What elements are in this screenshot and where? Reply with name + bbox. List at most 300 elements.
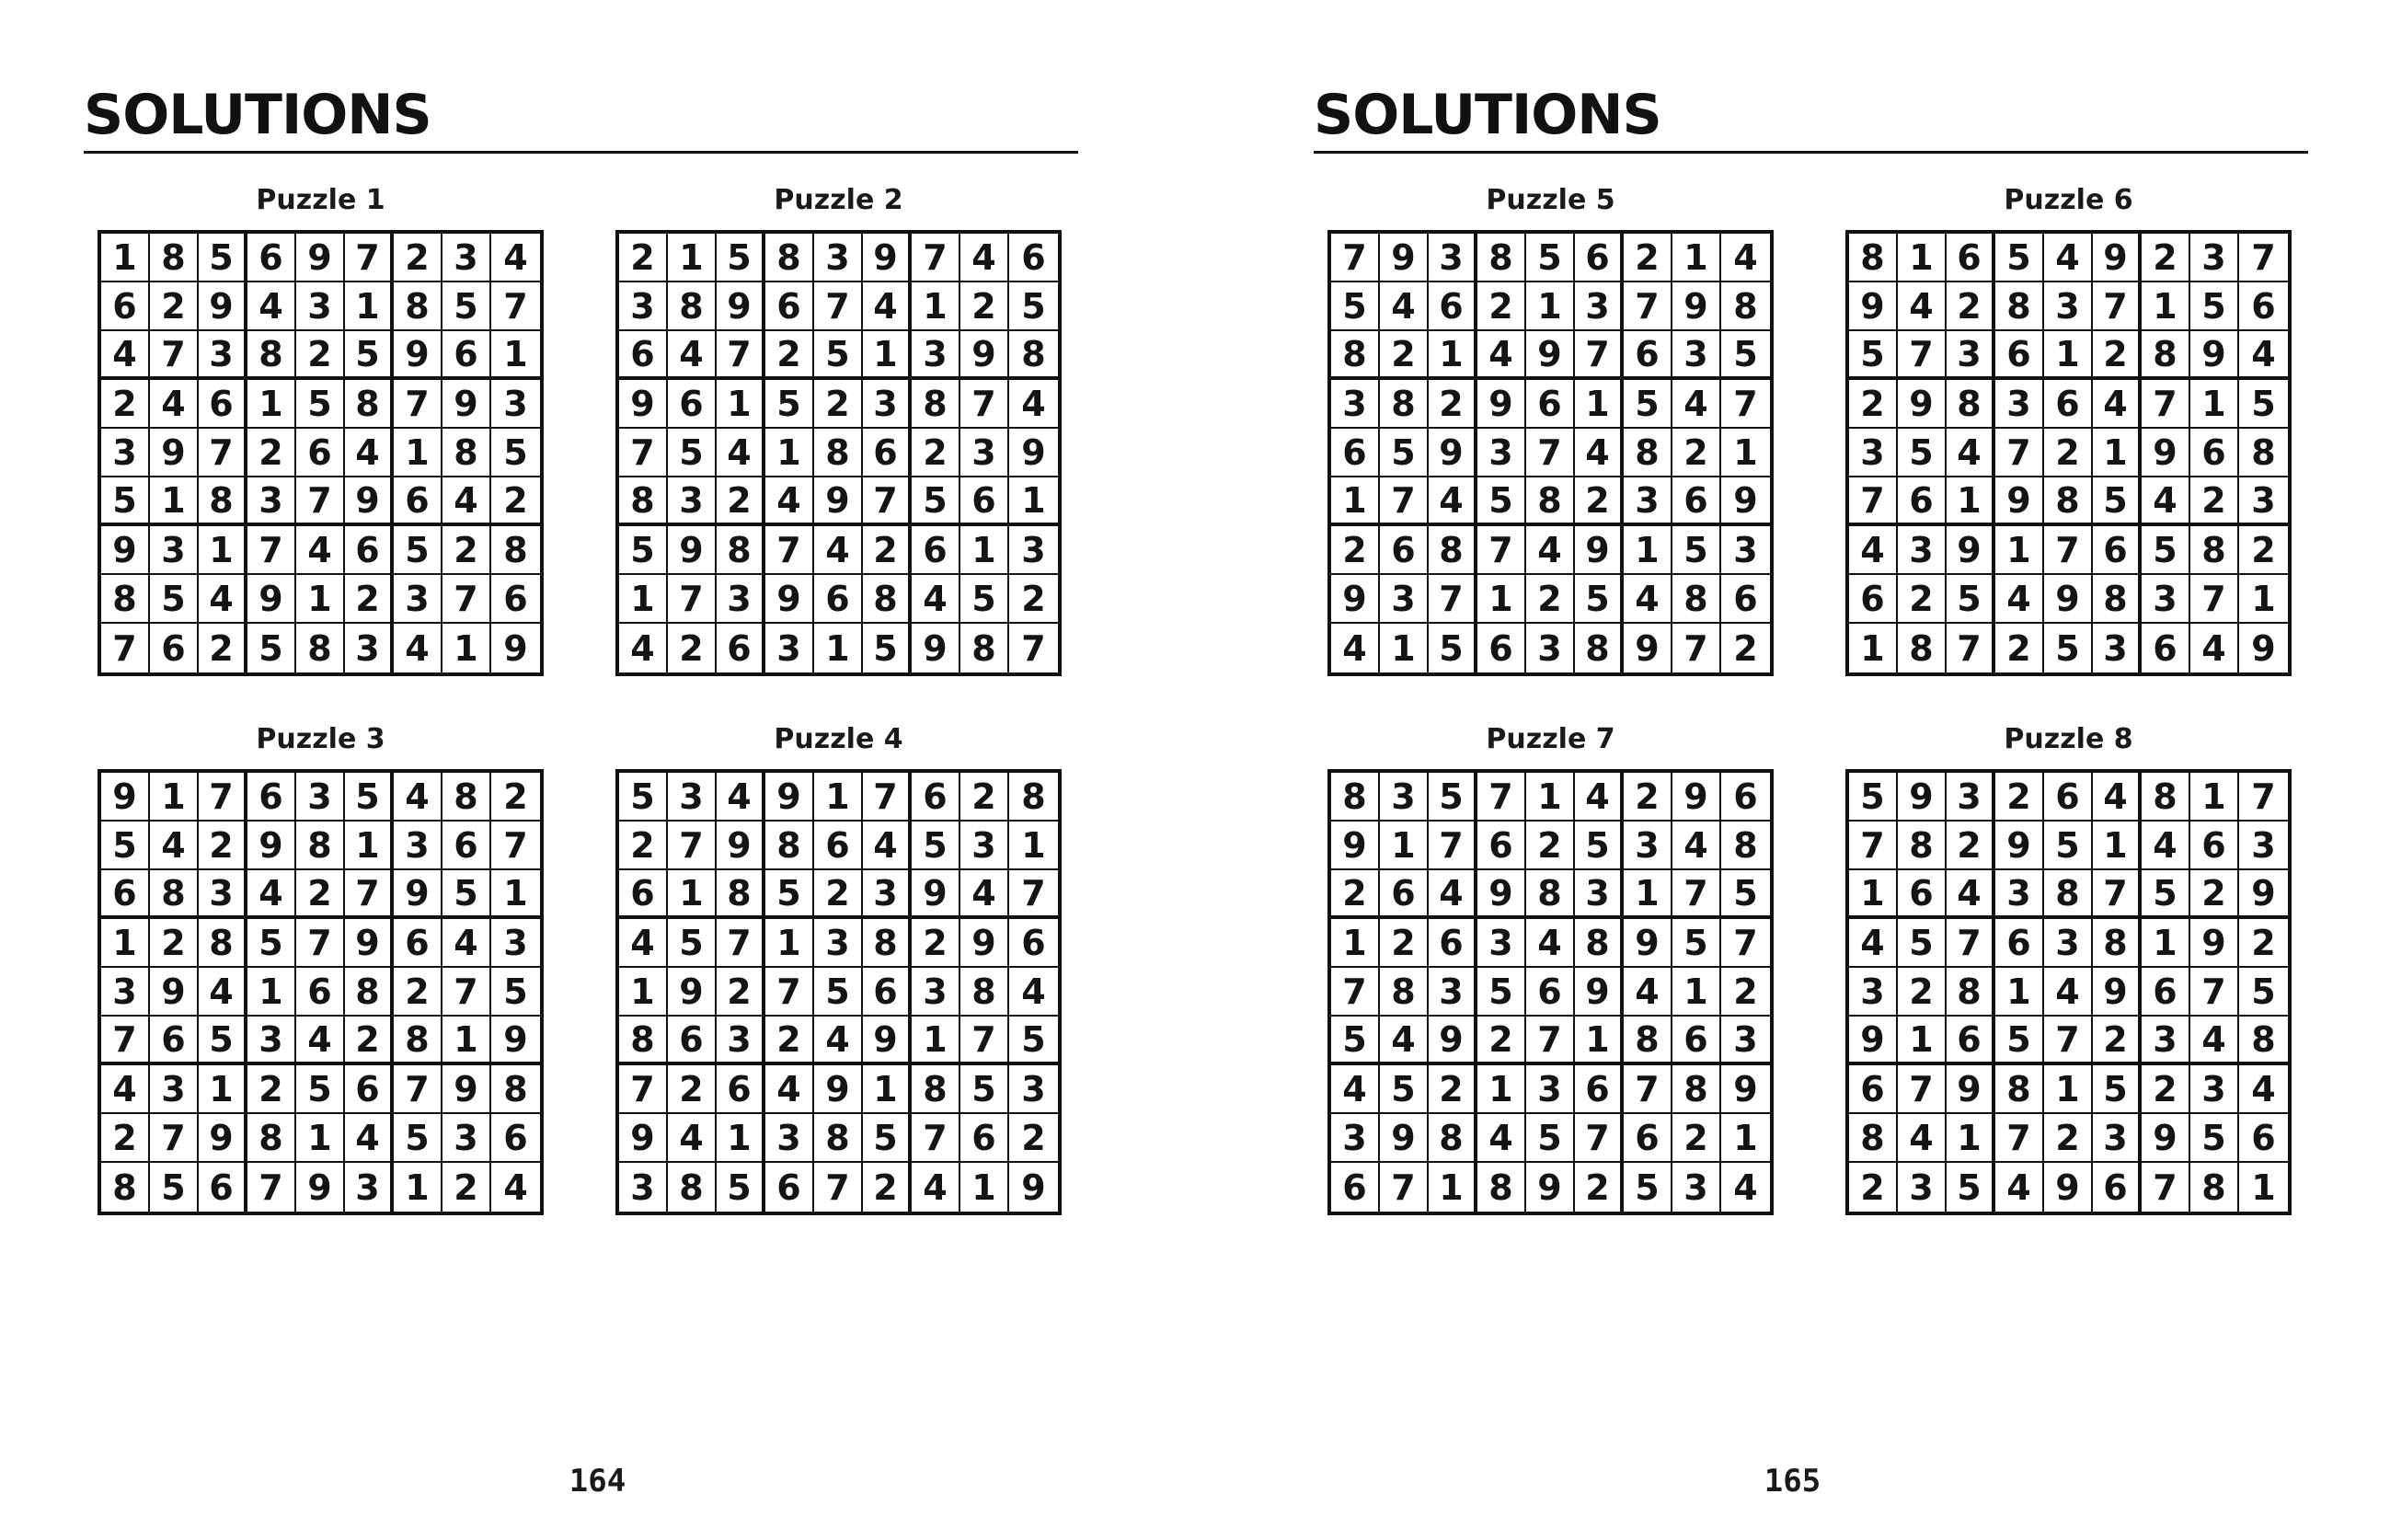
grid-cell: 8 xyxy=(1429,1114,1477,1163)
puzzle-label: Puzzle 7 xyxy=(1486,723,1615,755)
sudoku-grid xyxy=(1327,230,1774,676)
grid-cell: 6 xyxy=(765,282,814,331)
grid-cell: 7 xyxy=(1672,870,1721,919)
grid-cell: 6 xyxy=(150,1017,199,1065)
grid-cell: 6 xyxy=(863,968,912,1017)
grid-cell: 6 xyxy=(394,919,442,968)
grid-cell: 3 xyxy=(1429,968,1477,1017)
grid-cell: 7 xyxy=(247,526,296,575)
grid-cell: 8 xyxy=(1380,380,1429,429)
grid-cell: 1 xyxy=(1526,282,1575,331)
grid-cell: 7 xyxy=(717,331,765,380)
grid-cell: 4 xyxy=(247,870,296,919)
grid-cell: 1 xyxy=(1526,773,1575,822)
grid-cell: 6 xyxy=(912,773,960,822)
grid-cell: 2 xyxy=(345,1017,394,1065)
grid-cell: 2 xyxy=(668,624,717,672)
grid-cell: 4 xyxy=(1849,919,1898,968)
grid-cell: 9 xyxy=(442,1065,491,1114)
grid-cell: 3 xyxy=(296,282,345,331)
grid-cell: 7 xyxy=(1849,822,1898,870)
grid-cell: 1 xyxy=(296,575,345,624)
grid-cell: 2 xyxy=(960,773,1009,822)
grid-cell: 9 xyxy=(1995,477,2044,526)
grid-cell: 4 xyxy=(1009,968,1058,1017)
grid-cell: 8 xyxy=(296,624,345,672)
grid-cell: 9 xyxy=(1995,822,2044,870)
grid-cell: 5 xyxy=(912,477,960,526)
grid-cell: 4 xyxy=(1009,380,1058,429)
grid-cell: 3 xyxy=(1331,380,1380,429)
grid-cell: 2 xyxy=(491,477,540,526)
grid-cell: 8 xyxy=(199,477,247,526)
grid-cell: 4 xyxy=(1331,624,1380,672)
grid-cell: 1 xyxy=(1009,477,1058,526)
grid-cell: 6 xyxy=(1898,870,1947,919)
grid-cell: 4 xyxy=(1721,234,1770,282)
grid-cell: 5 xyxy=(1947,1163,1995,1212)
grid-cell: 6 xyxy=(1380,526,1429,575)
grid-cell: 2 xyxy=(101,380,150,429)
grid-cell: 8 xyxy=(1477,234,1526,282)
grid-cell: 4 xyxy=(1947,870,1995,919)
grid-cell: 4 xyxy=(1575,773,1624,822)
grid-cell: 2 xyxy=(394,234,442,282)
grid-cell: 2 xyxy=(247,429,296,477)
grid-cell: 6 xyxy=(1009,234,1058,282)
grid-cell: 6 xyxy=(101,870,150,919)
grid-cell: 7 xyxy=(1331,234,1380,282)
grid-cell: 9 xyxy=(101,526,150,575)
grid-cell: 1 xyxy=(2044,1065,2093,1114)
grid-cell: 5 xyxy=(296,1065,345,1114)
grid-cell: 5 xyxy=(1380,1065,1429,1114)
grid-cell: 2 xyxy=(1380,919,1429,968)
grid-cell: 9 xyxy=(912,870,960,919)
grid-cell: 8 xyxy=(863,575,912,624)
grid-cell: 7 xyxy=(2239,234,2288,282)
grid-cell: 8 xyxy=(2093,575,2142,624)
grid-cell: 3 xyxy=(199,870,247,919)
grid-cell: 5 xyxy=(345,331,394,380)
puzzle-solution xyxy=(1327,184,1774,676)
grid-cell: 3 xyxy=(1898,1163,1947,1212)
grid-cell: 7 xyxy=(863,773,912,822)
grid-cell: 7 xyxy=(1624,1065,1672,1114)
grid-cell: 5 xyxy=(394,1114,442,1163)
grid-cell: 5 xyxy=(2239,380,2288,429)
grid-cell: 5 xyxy=(101,477,150,526)
grid-cell: 5 xyxy=(1477,968,1526,1017)
grid-cell: 9 xyxy=(345,919,394,968)
grid-cell: 5 xyxy=(1721,331,1770,380)
grid-cell: 8 xyxy=(1575,919,1624,968)
grid-cell: 2 xyxy=(1477,1017,1526,1065)
grid-cell: 9 xyxy=(2142,1114,2190,1163)
grid-cell: 8 xyxy=(2239,429,2288,477)
grid-cell: 2 xyxy=(1995,773,2044,822)
grid-cell: 5 xyxy=(668,919,717,968)
grid-cell: 3 xyxy=(491,919,540,968)
grid-cell: 2 xyxy=(1672,429,1721,477)
grid-cell: 8 xyxy=(1526,477,1575,526)
grid-cell: 8 xyxy=(394,282,442,331)
grid-cell: 9 xyxy=(863,234,912,282)
grid-cell: 1 xyxy=(668,870,717,919)
grid-cell: 1 xyxy=(1477,1065,1526,1114)
grid-cell: 2 xyxy=(247,1065,296,1114)
grid-cell: 8 xyxy=(1380,968,1429,1017)
grid-cell: 8 xyxy=(101,1163,150,1212)
grid-cell: 5 xyxy=(1995,234,2044,282)
grid-cell: 2 xyxy=(1477,282,1526,331)
grid-cell: 2 xyxy=(1721,968,1770,1017)
grid-cell: 4 xyxy=(1477,331,1526,380)
grid-cell: 3 xyxy=(1575,282,1624,331)
grid-cell: 4 xyxy=(296,1017,345,1065)
grid-cell: 8 xyxy=(1898,822,1947,870)
grid-cell: 1 xyxy=(394,429,442,477)
grid-cell: 1 xyxy=(619,575,668,624)
grid-cell: 7 xyxy=(1898,1065,1947,1114)
grid-cell: 8 xyxy=(491,526,540,575)
grid-cell: 5 xyxy=(1721,870,1770,919)
grid-cell: 1 xyxy=(247,968,296,1017)
grid-cell: 2 xyxy=(150,919,199,968)
grid-cell: 8 xyxy=(247,1114,296,1163)
grid-cell: 3 xyxy=(2044,282,2093,331)
grid-cell: 1 xyxy=(1672,234,1721,282)
grid-cell: 7 xyxy=(814,282,863,331)
grid-cell: 7 xyxy=(960,1017,1009,1065)
grid-cell: 9 xyxy=(960,331,1009,380)
sudoku-grid xyxy=(1845,769,2292,1215)
grid-cell: 4 xyxy=(247,282,296,331)
grid-cell: 3 xyxy=(199,331,247,380)
grid-cell: 3 xyxy=(1575,870,1624,919)
grid-cell: 8 xyxy=(765,234,814,282)
grid-cell: 3 xyxy=(912,968,960,1017)
grid-cell: 8 xyxy=(2142,773,2190,822)
grid-cell: 6 xyxy=(1477,624,1526,672)
grid-cell: 6 xyxy=(199,1163,247,1212)
grid-cell: 8 xyxy=(1995,282,2044,331)
grid-cell: 1 xyxy=(1721,1114,1770,1163)
grid-cell: 6 xyxy=(2044,380,2093,429)
grid-cell: 7 xyxy=(442,575,491,624)
grid-cell: 8 xyxy=(101,575,150,624)
grid-cell: 1 xyxy=(912,1017,960,1065)
grid-cell: 9 xyxy=(394,331,442,380)
grid-cell: 5 xyxy=(442,282,491,331)
grid-cell: 7 xyxy=(1947,624,1995,672)
grid-cell: 3 xyxy=(2239,822,2288,870)
grid-cell: 4 xyxy=(1672,822,1721,870)
grid-cell: 6 xyxy=(199,380,247,429)
grid-cell: 7 xyxy=(1477,526,1526,575)
grid-cell: 9 xyxy=(863,1017,912,1065)
grid-cell: 3 xyxy=(765,1114,814,1163)
grid-cell: 3 xyxy=(345,624,394,672)
grid-cell: 3 xyxy=(2044,919,2093,968)
grid-cell: 5 xyxy=(619,526,668,575)
grid-cell: 5 xyxy=(491,968,540,1017)
grid-cell: 3 xyxy=(863,380,912,429)
grid-cell: 1 xyxy=(150,477,199,526)
grid-cell: 7 xyxy=(1995,429,2044,477)
grid-cell: 1 xyxy=(960,526,1009,575)
grid-cell: 5 xyxy=(1995,1017,2044,1065)
grid-cell: 8 xyxy=(912,1065,960,1114)
grid-cell: 6 xyxy=(668,1017,717,1065)
grid-cell: 9 xyxy=(296,234,345,282)
grid-cell: 7 xyxy=(247,1163,296,1212)
grid-cell: 2 xyxy=(1331,526,1380,575)
grid-cell: 3 xyxy=(1526,1065,1575,1114)
grid-cell: 9 xyxy=(1849,282,1898,331)
page-number: 164 xyxy=(569,1463,626,1500)
grid-cell: 7 xyxy=(101,624,150,672)
grid-cell: 4 xyxy=(2239,1065,2288,1114)
grid-cell: 5 xyxy=(101,822,150,870)
grid-cell: 7 xyxy=(912,1114,960,1163)
grid-cell: 1 xyxy=(814,773,863,822)
grid-cell: 7 xyxy=(863,477,912,526)
grid-cell: 4 xyxy=(1624,575,1672,624)
sudoku-grid xyxy=(1845,230,2292,676)
grid-cell: 5 xyxy=(2093,1065,2142,1114)
grid-cell: 5 xyxy=(668,429,717,477)
grid-cell: 9 xyxy=(1009,429,1058,477)
grid-cell: 9 xyxy=(1380,234,1429,282)
grid-cell: 6 xyxy=(150,624,199,672)
grid-cell: 6 xyxy=(2190,429,2239,477)
grid-cell: 6 xyxy=(2239,1114,2288,1163)
grid-cell: 3 xyxy=(247,1017,296,1065)
grid-cell: 8 xyxy=(1672,575,1721,624)
grid-cell: 5 xyxy=(960,575,1009,624)
grid-cell: 7 xyxy=(1526,1017,1575,1065)
grid-cell: 2 xyxy=(296,870,345,919)
grid-cell: 1 xyxy=(1624,526,1672,575)
grid-cell: 2 xyxy=(1009,1114,1058,1163)
grid-cell: 6 xyxy=(247,773,296,822)
grid-cell: 6 xyxy=(1721,773,1770,822)
grid-cell: 3 xyxy=(2190,234,2239,282)
grid-cell: 4 xyxy=(717,429,765,477)
grid-cell: 2 xyxy=(199,822,247,870)
grid-cell: 4 xyxy=(296,526,345,575)
puzzle-solution xyxy=(1845,723,2292,1215)
grid-cell: 9 xyxy=(1624,624,1672,672)
grid-cell: 4 xyxy=(2142,822,2190,870)
grid-cell: 7 xyxy=(394,1065,442,1114)
grid-cell: 9 xyxy=(2190,919,2239,968)
puzzle-label: Puzzle 3 xyxy=(256,723,385,755)
grid-cell: 2 xyxy=(619,822,668,870)
grid-cell: 7 xyxy=(150,331,199,380)
grid-cell: 7 xyxy=(1624,282,1672,331)
grid-cell: 3 xyxy=(1947,773,1995,822)
grid-cell: 2 xyxy=(1575,1163,1624,1212)
grid-cell: 9 xyxy=(1721,1065,1770,1114)
grid-cell: 1 xyxy=(717,380,765,429)
puzzle-solution xyxy=(98,723,544,1215)
grid-cell: 8 xyxy=(2044,870,2093,919)
grid-cell: 9 xyxy=(1898,773,1947,822)
grid-cell: 9 xyxy=(1947,526,1995,575)
grid-cell: 3 xyxy=(619,282,668,331)
page-title: SOLUTIONS xyxy=(84,83,431,147)
grid-cell: 9 xyxy=(2190,331,2239,380)
grid-cell: 7 xyxy=(2093,870,2142,919)
grid-cell: 1 xyxy=(1429,331,1477,380)
grid-cell: 7 xyxy=(1721,380,1770,429)
grid-cell: 7 xyxy=(765,526,814,575)
grid-cell: 1 xyxy=(345,822,394,870)
grid-cell: 4 xyxy=(912,1163,960,1212)
grid-cell: 7 xyxy=(1429,575,1477,624)
grid-cell: 6 xyxy=(247,234,296,282)
grid-cell: 4 xyxy=(442,477,491,526)
puzzle-solution xyxy=(98,184,544,676)
grid-cell: 7 xyxy=(1429,822,1477,870)
grid-cell: 4 xyxy=(1947,429,1995,477)
grid-cell: 6 xyxy=(1624,331,1672,380)
grid-cell: 4 xyxy=(2190,1017,2239,1065)
grid-cell: 3 xyxy=(101,429,150,477)
grid-cell: 8 xyxy=(619,1017,668,1065)
grid-cell: 3 xyxy=(717,575,765,624)
grid-cell: 3 xyxy=(668,773,717,822)
grid-cell: 6 xyxy=(619,870,668,919)
grid-cell: 7 xyxy=(1575,331,1624,380)
grid-cell: 3 xyxy=(394,575,442,624)
grid-cell: 4 xyxy=(668,1114,717,1163)
grid-cell: 1 xyxy=(150,773,199,822)
grid-cell: 4 xyxy=(442,919,491,968)
page-number: 165 xyxy=(1764,1463,1821,1500)
grid-cell: 4 xyxy=(619,919,668,968)
grid-cell: 4 xyxy=(1526,919,1575,968)
grid-cell: 9 xyxy=(2239,870,2288,919)
grid-cell: 2 xyxy=(668,1065,717,1114)
grid-cell: 1 xyxy=(1898,234,1947,282)
grid-cell: 3 xyxy=(2239,477,2288,526)
grid-cell: 5 xyxy=(1575,575,1624,624)
grid-cell: 8 xyxy=(1947,968,1995,1017)
grid-cell: 9 xyxy=(960,919,1009,968)
grid-cell: 5 xyxy=(619,773,668,822)
grid-cell: 3 xyxy=(1477,919,1526,968)
grid-cell: 4 xyxy=(668,331,717,380)
grid-cell: 6 xyxy=(2190,822,2239,870)
grid-cell: 1 xyxy=(2251,1166,2276,1208)
grid-cell: 2 xyxy=(1947,282,1995,331)
grid-cell: 8 xyxy=(960,968,1009,1017)
grid-cell: 7 xyxy=(1898,331,1947,380)
grid-cell: 2 xyxy=(1624,234,1672,282)
grid-cell: 7 xyxy=(296,919,345,968)
grid-cell: 9 xyxy=(247,575,296,624)
grid-cell: 8 xyxy=(1526,870,1575,919)
grid-cell: 8 xyxy=(296,822,345,870)
grid-cell: 3 xyxy=(1624,477,1672,526)
grid-cell: 8 xyxy=(2239,1017,2288,1065)
grid-cell: 1 xyxy=(1947,1114,1995,1163)
grid-cell: 5 xyxy=(345,773,394,822)
grid-cell: 6 xyxy=(345,1065,394,1114)
grid-cell: 6 xyxy=(863,429,912,477)
grid-cell: 6 xyxy=(2093,1163,2142,1212)
grid-cell: 8 xyxy=(1331,773,1380,822)
grid-cell: 4 xyxy=(2239,331,2288,380)
grid-cell: 8 xyxy=(2044,477,2093,526)
grid-cell: 4 xyxy=(1429,477,1477,526)
grid-cell: 1 xyxy=(668,234,717,282)
grid-cell: 7 xyxy=(345,870,394,919)
grid-cell: 8 xyxy=(1898,624,1947,672)
grid-cell: 2 xyxy=(2044,1114,2093,1163)
grid-cell: 6 xyxy=(668,380,717,429)
grid-cell: 2 xyxy=(2190,477,2239,526)
grid-cell: 2 xyxy=(1429,380,1477,429)
grid-cell: 7 xyxy=(2142,1163,2190,1212)
grid-cell: 9 xyxy=(1672,282,1721,331)
grid-cell: 9 xyxy=(150,968,199,1017)
grid-cell: 3 xyxy=(960,429,1009,477)
grid-cell: 7 xyxy=(1021,627,1046,669)
grid-cell: 9 xyxy=(765,575,814,624)
grid-cell: 6 xyxy=(717,1065,765,1114)
grid-cell: 5 xyxy=(150,1163,199,1212)
grid-cell: 5 xyxy=(1526,234,1575,282)
grid-cell: 3 xyxy=(1947,331,1995,380)
grid-cell: 4 xyxy=(717,773,765,822)
grid-cell: 3 xyxy=(1526,624,1575,672)
grid-cell: 3 xyxy=(814,234,863,282)
grid-cell: 6 xyxy=(491,575,540,624)
grid-cell: 7 xyxy=(491,282,540,331)
grid-cell: 4 xyxy=(2190,624,2239,672)
grid-cell: 4 xyxy=(1331,1065,1380,1114)
grid-cell: 3 xyxy=(912,331,960,380)
grid-cell: 8 xyxy=(394,1017,442,1065)
grid-cell: 3 xyxy=(442,234,491,282)
grid-cell: 9 xyxy=(442,380,491,429)
grid-cell: 1 xyxy=(345,282,394,331)
grid-cell: 4 xyxy=(2093,773,2142,822)
grid-cell: 7 xyxy=(1477,773,1526,822)
grid-cell: 4 xyxy=(345,429,394,477)
grid-cell: 1 xyxy=(1624,870,1672,919)
grid-cell: 2 xyxy=(2142,234,2190,282)
grid-cell: 9 xyxy=(912,624,960,672)
grid-cell: 8 xyxy=(1721,282,1770,331)
grid-cell: 5 xyxy=(247,624,296,672)
grid-cell: 7 xyxy=(1947,919,1995,968)
grid-cell: 7 xyxy=(1995,1114,2044,1163)
grid-cell: 2 xyxy=(1526,822,1575,870)
grid-cell: 6 xyxy=(912,526,960,575)
grid-cell: 8 xyxy=(863,919,912,968)
grid-cell: 7 xyxy=(765,968,814,1017)
grid-cell: 5 xyxy=(814,331,863,380)
grid-cell: 3 xyxy=(345,1163,394,1212)
grid-cell: 5 xyxy=(2142,526,2190,575)
grid-cell: 1 xyxy=(199,1065,247,1114)
grid-cell: 2 xyxy=(1733,627,1758,669)
